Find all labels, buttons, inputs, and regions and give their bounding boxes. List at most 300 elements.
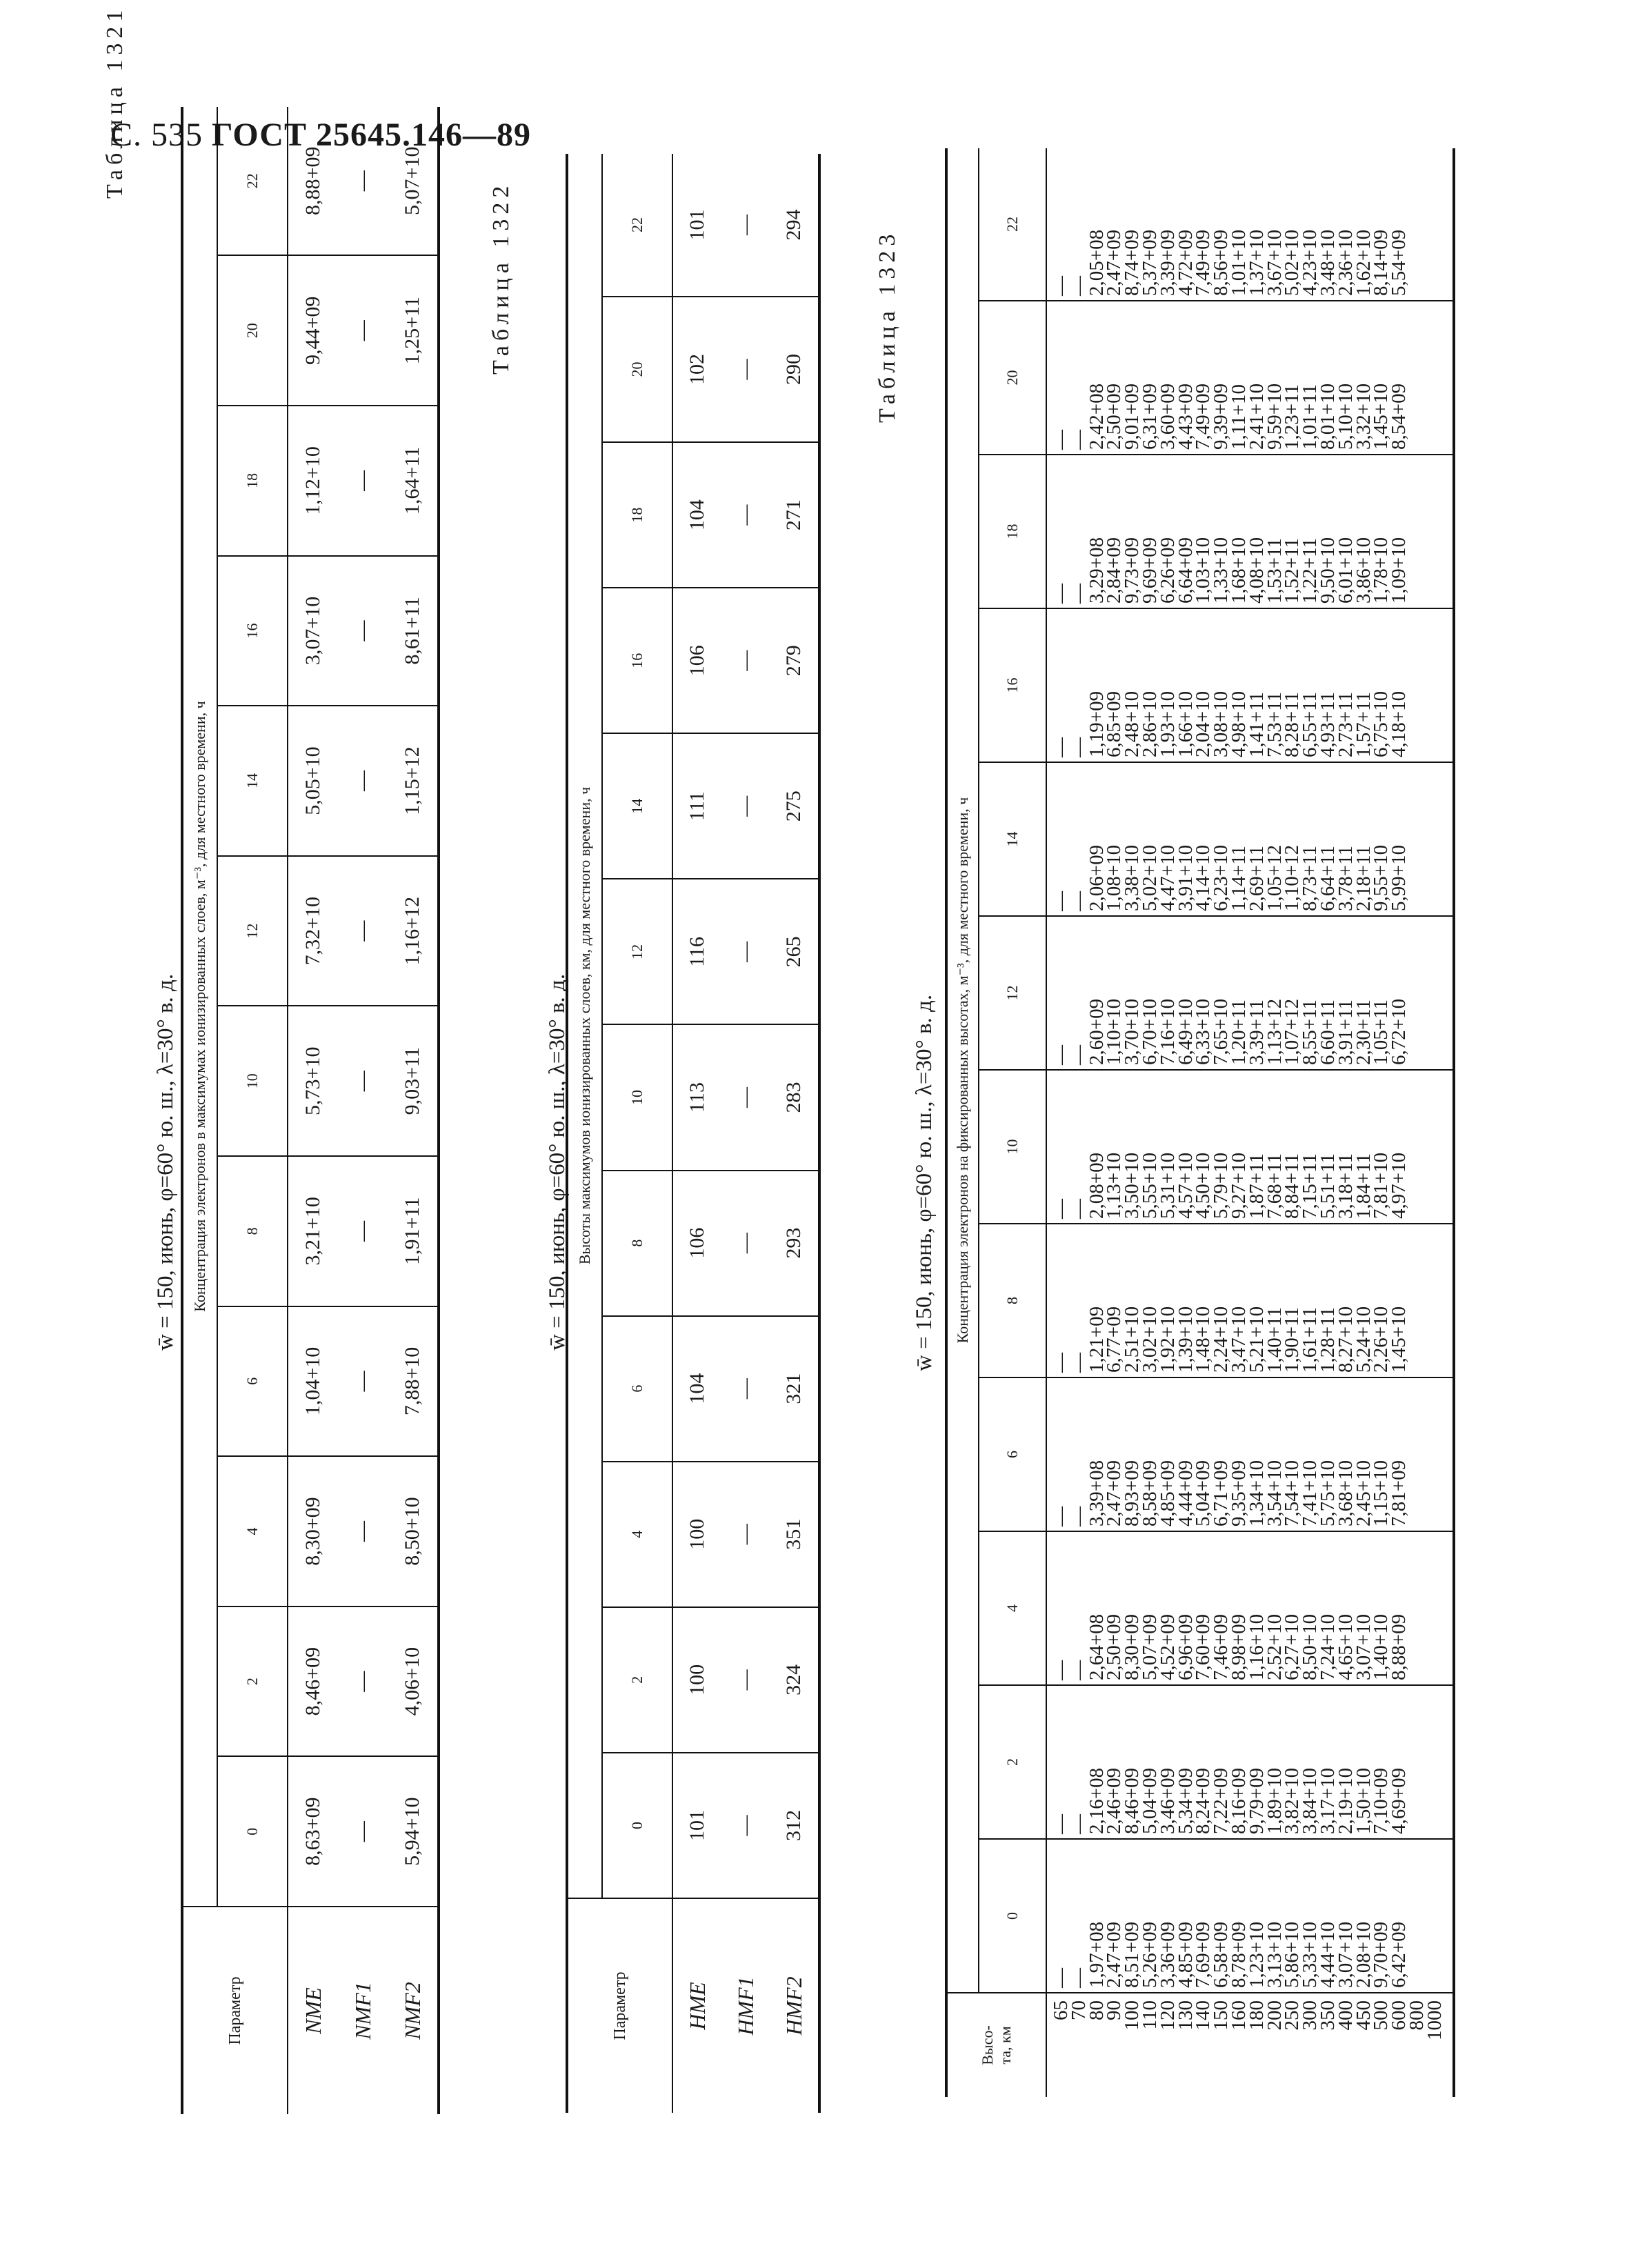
table-cell: 2,05+08 [1085,229,1108,296]
table-cell: — [1067,1660,1090,1680]
table-cell: 2,48+10 [1121,690,1144,757]
height-value: 800 [1405,2000,1428,2031]
table-cell: 3,91+11 [1334,999,1357,1065]
table-cell: 3,60+09 [1156,383,1179,450]
table-cell: 7,24+10 [1316,1613,1339,1680]
param-name: NMF1 [350,1982,375,2040]
table-cell: 8,30+09 [288,1456,338,1606]
table-cell: 7,10+09 [1370,1767,1393,1834]
hour-header: 12 [602,879,672,1024]
table-cell: 4,57+10 [1174,1152,1197,1219]
table-cell: 6,70+10 [1138,998,1161,1065]
height-value: 70 [1067,2000,1090,2020]
table-cell: 106 [672,588,721,733]
table-cell: 2,50+09 [1103,1613,1126,1680]
table-cell: 4,97+10 [1388,1152,1410,1219]
table-cell: 9,55+10 [1370,844,1393,911]
param-name: HME [684,1982,710,2030]
table-cell: 4,85+09 [1156,1460,1179,1526]
table-cell: 5,75+10 [1316,1460,1339,1526]
table-cell: 9,01+09 [1121,383,1144,450]
table-cell: 3,18+11 [1334,1153,1357,1219]
table-cell: 5,02+10 [1138,844,1161,911]
table-cell: 4,08+10 [1245,537,1268,604]
table-cell: — [721,297,770,442]
table-cell: 1,23+10 [1245,1921,1268,1988]
table-cell: 3,07+10 [1334,1921,1357,1988]
table-cell: 7,49+09 [1192,229,1215,296]
table-row [672,154,721,2113]
table-cell: 102 [672,297,721,442]
height-value: 80 [1085,2000,1108,2020]
table-cell: 1,37+10 [1245,229,1268,296]
table-cell: 4,72+09 [1174,229,1197,296]
table-cell: — [721,733,770,879]
table-cell: 265 [770,879,819,1024]
hour-header: 6 [602,1316,672,1462]
table-cell: — [338,1756,388,1907]
table-cell: 4,65+10 [1334,1613,1357,1680]
table-cell: 9,79+09 [1245,1767,1268,1834]
table-cell: — [721,879,770,1024]
table-cell: 1,25+11 [388,255,439,406]
table-cell: 3,07+10 [288,556,338,706]
table-cell: 1,90+11 [1281,1306,1304,1373]
table-row [288,107,338,2114]
table-cell: 3,36+09 [1156,1921,1179,1988]
table-cell: 7,16+10 [1156,998,1179,1065]
table-cell: 5,04+09 [1192,1460,1215,1526]
data-column [1046,916,1454,1070]
table-cell: 101 [672,154,721,297]
table-cell: 4,44+09 [1174,1460,1197,1526]
table-cell: 5,55+10 [1138,1152,1161,1219]
table-cell: 113 [672,1024,721,1170]
table-cell: 2,46+09 [1103,1767,1126,1834]
table-cell: 1,41+11 [1245,691,1268,757]
table-cell: 1,52+11 [1281,537,1304,604]
table-cell: 9,70+09 [1370,1921,1393,1988]
data-column [1046,1070,1454,1224]
table-cell: 6,64+11 [1316,845,1339,911]
table-cell: — [338,556,388,706]
hour-header: 2 [217,1606,288,1757]
table-cell: 2,45+10 [1352,1460,1375,1526]
table-cell: 9,59+10 [1263,383,1286,450]
table-cell: — [721,154,770,297]
table-cell: — [1050,1045,1072,1065]
data-column [1046,1224,1454,1377]
table-cell: 4,14+10 [1192,844,1215,911]
table-cell: 100 [672,1462,721,1607]
table-cell: 4,06+10 [388,1606,439,1757]
table-cell: 3,48+10 [1316,229,1339,296]
param-header: Параметр [567,1898,672,2113]
hour-header: 8 [979,1224,1046,1377]
table-cell: 3,70+10 [1121,998,1144,1065]
table-cell: 8,63+09 [288,1756,338,1907]
table-cell: 1,10+12 [1281,844,1304,911]
height-value: 120 [1156,2000,1179,2031]
table-cell: 271 [770,442,819,588]
table-cell: 2,69+11 [1245,845,1268,911]
table-cell: 1,05+12 [1263,844,1286,911]
table-cell: 8,24+09 [1192,1767,1215,1834]
table-cell: 4,47+10 [1156,844,1179,911]
hour-header: 14 [217,706,288,856]
height-value: 110 [1138,2000,1161,2030]
data-column [1046,148,1454,301]
table-cell: 9,39+09 [1210,383,1232,450]
table-1322 [566,154,821,2113]
table-cell: 1,97+08 [1085,1921,1108,1988]
table-cell: 4,50+10 [1192,1152,1215,1219]
table-cell: 1,13+10 [1103,1152,1126,1219]
table-cell: — [721,1024,770,1170]
table-cell: 8,50+10 [388,1456,439,1606]
table-cell: 1,09+10 [1388,537,1410,604]
table-cell: 1,10+10 [1103,998,1126,1065]
table-cell: 7,22+09 [1210,1767,1232,1834]
table-cell: 2,16+08 [1085,1767,1108,1834]
table-cell: 4,43+09 [1174,383,1197,450]
table-cell: 5,54+09 [1388,229,1410,296]
table-cell: — [721,1753,770,1898]
table-cell: 5,04+09 [1138,1767,1161,1834]
table-cell: 8,30+09 [1121,1613,1144,1680]
table-cell: 7,15+11 [1299,1153,1321,1219]
table-cell: 6,01+10 [1334,537,1357,604]
table-cell: 5,51+11 [1316,1153,1339,1219]
height-column [1046,1993,1454,2097]
table-cell: 3,39+08 [1085,1460,1108,1526]
hour-header: 12 [217,856,288,1006]
table-cell: 1,91+11 [388,1156,439,1306]
table-cell: 1,16+12 [388,856,439,1006]
table-cell: 4,85+09 [1174,1921,1197,1988]
table-cell: 3,17+10 [1316,1767,1339,1834]
table-cell: 6,33+10 [1192,998,1215,1065]
table-cell: 3,54+10 [1263,1460,1286,1526]
height-value: 100 [1121,2000,1144,2031]
hour-header: 22 [979,148,1046,301]
table-cell: 1,66+10 [1174,690,1197,757]
table-cell: — [721,588,770,733]
table-cell: 3,29+08 [1085,537,1108,604]
table-cell: 5,94+10 [388,1756,439,1907]
hour-header: 8 [217,1156,288,1306]
table-cell: — [721,442,770,588]
table-cell: 104 [672,1316,721,1462]
table-cell: 7,88+10 [388,1306,439,1457]
height-value: 400 [1334,2000,1357,2031]
table-cell: 321 [770,1316,819,1462]
table-cell: 294 [770,154,819,297]
table-cell: 7,65+10 [1210,998,1232,1065]
hour-header: 14 [602,733,672,879]
table-cell: 6,85+09 [1103,690,1126,757]
table-cell: 5,33+10 [1299,1921,1321,1988]
data-block [1046,148,1454,2097]
table-cell: 6,77+09 [1103,1306,1126,1373]
table-cell: 1,53+11 [1263,537,1286,604]
table-cell: 8,73+11 [1299,845,1321,911]
table-cell: 5,21+10 [1245,1306,1268,1373]
table-cell: 8,55+11 [1299,999,1321,1065]
table-cell: 2,84+09 [1103,537,1126,604]
height-value: 200 [1263,2000,1286,2031]
table-cell: 8,28+11 [1281,691,1304,757]
table-cell: 9,27+10 [1227,1152,1250,1219]
table-row [388,107,439,2114]
table-cell: 3,46+09 [1156,1767,1179,1834]
hour-header: 16 [979,608,1046,762]
table-cell: 6,27+10 [1281,1613,1304,1680]
table-cell: 1,16+10 [1245,1613,1268,1680]
table-cell: — [338,107,388,255]
hour-header: 4 [602,1462,672,1607]
hour-header: 18 [979,455,1046,608]
table-cell: 1,48+10 [1192,1306,1215,1373]
table-cell: 2,06+09 [1085,844,1108,911]
table-cell: 3,38+10 [1121,844,1144,911]
table-cell: 5,07+10 [388,107,439,255]
table-cell: 5,10+10 [1334,383,1357,450]
table-cell: 293 [770,1171,819,1316]
param-header: Параметр [182,1907,288,2114]
table-cell: 3,50+10 [1121,1152,1144,1219]
data-column [1046,1531,1454,1685]
height-value: 65 [1050,2000,1072,2020]
table-cell: 1,13+12 [1263,998,1286,1065]
table-cell: 3,68+10 [1334,1460,1357,1526]
table-cell: 100 [672,1607,721,1753]
height-value: 180 [1245,2000,1268,2031]
table-cell: 8,46+09 [1121,1767,1144,1834]
table-cell: 7,81+10 [1370,1152,1393,1219]
table-cell: 5,02+10 [1281,229,1304,296]
table-cell: — [1050,1506,1072,1526]
table-cell: 2,73+11 [1334,691,1357,757]
table-cell: 2,04+10 [1192,690,1215,757]
table-cell: — [1050,1199,1072,1219]
table-cell: — [1050,430,1072,450]
table-cell: 3,78+11 [1334,845,1357,911]
table-cell: 283 [770,1024,819,1170]
table-cell: 106 [672,1171,721,1316]
table-cell: 7,41+10 [1299,1460,1321,1526]
table-cell: 1,45+10 [1388,1306,1410,1373]
table-cell: 1,14+11 [1227,845,1250,911]
table-cell: 9,35+09 [1227,1460,1250,1526]
table-cell: 3,67+10 [1263,229,1286,296]
table-cell: 2,41+10 [1245,383,1268,450]
table-cell: 1,78+10 [1370,537,1393,604]
table-cell: 6,31+09 [1138,383,1161,450]
table-cell: 5,07+09 [1138,1613,1161,1680]
table-cell: 324 [770,1607,819,1753]
table-cell: 4,23+10 [1299,229,1321,296]
table-cell: — [1050,1660,1072,1680]
table-cell: 6,58+09 [1210,1921,1232,1988]
table-cell: — [1067,891,1090,911]
hour-header: 6 [217,1306,288,1457]
hour-header: 22 [602,154,672,297]
table-cell: 8,27+10 [1334,1306,1357,1373]
hour-header: 16 [217,556,288,706]
table-cell: 2,19+10 [1334,1767,1357,1834]
height-value: 250 [1281,2000,1304,2031]
table-cell: 3,13+10 [1263,1921,1286,1988]
table-cell: — [338,1306,388,1457]
group-header: Концентрация электронов в максимумах ионизированных слоев, м⁻³, для местного времени, ч [182,107,217,1907]
table-cell: 8,46+09 [288,1606,338,1757]
table-cell: 1,11+10 [1227,384,1250,450]
table-cell: 2,08+10 [1352,1921,1375,1988]
table-cell: 1,08+10 [1103,844,1126,911]
table-cell: 3,84+10 [1299,1767,1321,1834]
table-cell: 5,34+09 [1174,1767,1197,1834]
height-header: Высо- та, км [946,1993,1046,2097]
hour-header: 14 [979,762,1046,916]
table-cell: 2,42+08 [1085,383,1108,450]
table-cell: 111 [672,733,721,879]
table-cell: — [1067,1199,1090,1219]
hour-header: 8 [602,1171,672,1316]
table-cell: — [338,1006,388,1156]
table-cell: 8,50+10 [1299,1613,1321,1680]
table-cell: — [1050,584,1072,604]
hour-header: 10 [217,1006,288,1156]
table-cell: 6,72+10 [1388,998,1410,1065]
height-value: 600 [1388,2000,1410,2031]
table-cell: 1,28+11 [1316,1306,1339,1373]
table-cell: 6,49+10 [1174,998,1197,1065]
table-cell: 351 [770,1462,819,1607]
table-1322-label: Таблица 1322 [488,181,514,375]
table-cell: 2,18+11 [1352,845,1375,911]
table-cell: 5,05+10 [288,706,338,856]
hour-header: 4 [979,1531,1046,1685]
table-cell: 1,22+11 [1299,537,1321,604]
data-column [1046,762,1454,916]
height-value: 300 [1299,2000,1321,2031]
table-cell: — [1067,737,1090,757]
table-cell: — [721,1171,770,1316]
table-cell: 8,01+10 [1316,383,1339,450]
table-cell: 3,08+10 [1210,690,1232,757]
height-value: 350 [1316,2000,1339,2031]
table-cell: 3,32+10 [1352,383,1375,450]
table-cell: 1,64+11 [388,406,439,556]
table-cell: — [1050,276,1072,296]
table-cell: 101 [672,1753,721,1898]
table-cell: 6,23+10 [1210,844,1232,911]
table-cell: 7,32+10 [288,856,338,1006]
hour-header: 12 [979,916,1046,1070]
table-cell: 290 [770,297,819,442]
param-name: HMF1 [732,1976,758,2036]
table-cell: 1,68+10 [1227,537,1250,604]
table-cell: 1,50+10 [1352,1767,1375,1834]
table-cell: 8,84+11 [1281,1153,1304,1219]
table-cell: 2,26+10 [1370,1306,1393,1373]
table-cell: — [1067,584,1090,604]
standard-number: ГОСТ 25645.146—89 [212,117,531,153]
table-cell: 1,04+10 [288,1306,338,1457]
table-cell: 6,71+09 [1210,1460,1232,1526]
table-cell: 6,75+10 [1370,690,1393,757]
hour-header: 0 [979,1839,1046,1993]
height-value: 1000 [1423,2000,1446,2040]
table-cell: 4,98+10 [1227,690,1250,757]
table-cell: 4,69+09 [1388,1767,1410,1834]
table-cell: 7,81+09 [1388,1460,1410,1526]
table-cell: 2,52+10 [1263,1613,1286,1680]
table-cell: — [338,1456,388,1606]
table-1321 [181,107,440,2114]
hour-header: 16 [602,588,672,733]
data-column [1046,1839,1454,1993]
table-cell: 1,21+09 [1085,1306,1108,1373]
table-cell: 7,69+09 [1192,1921,1215,1988]
table-cell: 9,44+09 [288,255,338,406]
table-cell: 1,89+10 [1263,1767,1286,1834]
table-cell: 4,44+10 [1316,1921,1339,1988]
table-cell: 7,60+09 [1192,1613,1215,1680]
table-cell: 8,58+09 [1138,1460,1161,1526]
table-cell: 1,05+11 [1370,999,1393,1065]
table-cell: 7,46+09 [1210,1613,1232,1680]
hour-header: 2 [979,1685,1046,1839]
height-value: 90 [1103,2000,1126,2020]
table-cell: 8,61+11 [388,556,439,706]
table-1323 [945,148,1455,2097]
table-row [721,154,770,2113]
param-name: NME [300,1987,326,2034]
table-cell: 2,86+10 [1138,690,1161,757]
table-cell: 1,84+11 [1352,1153,1375,1219]
table-cell: 8,88+09 [288,107,338,255]
table-cell: 312 [770,1753,819,1898]
table-cell: 4,93+11 [1316,691,1339,757]
hour-header: 2 [602,1607,672,1753]
table-cell: 9,03+11 [388,1006,439,1156]
table-cell: 8,74+09 [1121,229,1144,296]
data-column [1046,301,1454,455]
table-cell: 3,21+10 [288,1156,338,1306]
table-row [338,107,388,2114]
table-cell: 275 [770,733,819,879]
table-cell: — [338,406,388,556]
table-cell: 9,73+09 [1121,537,1144,604]
table-cell: 5,24+10 [1352,1306,1375,1373]
table-cell: 1,20+11 [1227,999,1250,1065]
table-cell: 1,34+10 [1245,1460,1268,1526]
table-cell: 279 [770,588,819,733]
height-value: 130 [1174,2000,1197,2031]
table-cell: 1,23+11 [1281,384,1304,450]
hour-header: 18 [602,442,672,588]
hour-header: 4 [217,1456,288,1606]
table-cell: 5,31+10 [1156,1152,1179,1219]
data-column [1046,608,1454,762]
table-cell: 1,12+10 [288,406,338,556]
table-cell: 2,64+08 [1085,1613,1108,1680]
table-cell: — [338,255,388,406]
table-cell: 5,37+09 [1138,229,1161,296]
table-cell: 8,98+09 [1227,1613,1250,1680]
